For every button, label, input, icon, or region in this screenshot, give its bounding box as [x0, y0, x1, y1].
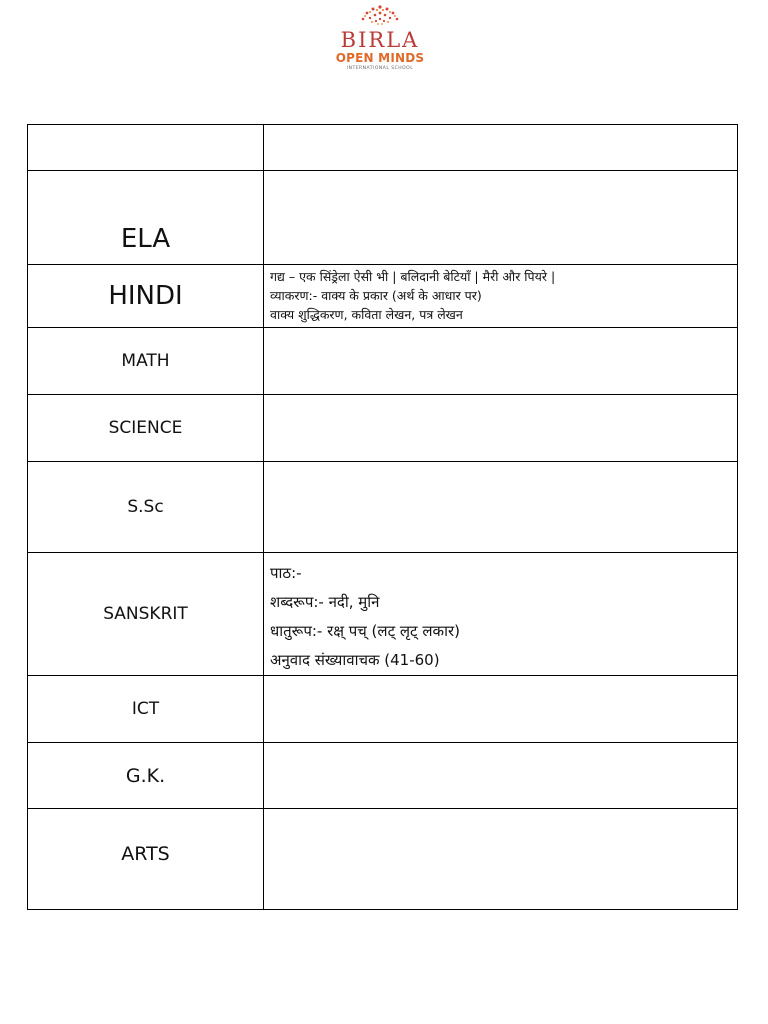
detail-line: धातुरूप:- रक्ष् पच् (लट् लृट् लकार) — [270, 622, 460, 640]
detail-line: अनुवाद संख्यावाचक (41-60) — [270, 651, 440, 669]
table-row — [28, 676, 738, 743]
subject-cell: ARTS — [28, 809, 264, 910]
detail-line: वाक्य शुद्धिकरण, कविता लेखन, पत्र लेखन — [270, 307, 463, 322]
details-cell — [264, 462, 738, 553]
table-row — [28, 395, 738, 462]
table-row — [28, 265, 738, 328]
table-row — [28, 553, 738, 676]
subject-cell: MATH — [28, 328, 264, 395]
table-row — [28, 743, 738, 809]
subject-cell: SCIENCE — [28, 395, 264, 462]
subject-cell: ICT — [28, 676, 264, 743]
details-cell — [264, 328, 738, 395]
table-row — [28, 328, 738, 395]
logo-tagline: OPEN MINDS — [335, 51, 425, 65]
subject-cell: ELA — [28, 171, 264, 265]
detail-line: शब्दरूप:- नदी, मुनि — [270, 593, 380, 611]
table-row — [28, 462, 738, 553]
table-row — [28, 171, 738, 265]
subject-cell: SANSKRIT — [28, 553, 264, 676]
school-logo — [328, 4, 432, 72]
syllabus-table — [27, 124, 738, 910]
details-cell — [264, 553, 738, 676]
header-cell-details — [264, 125, 738, 171]
subject-cell: HINDI — [28, 265, 264, 328]
details-cell — [264, 171, 738, 265]
details-cell — [264, 809, 738, 910]
detail-line: गद्य – एक सिंड्रेला ऐसी भी | बलिदानी बेटियाँ | मैरी और पियरे | — [270, 269, 556, 284]
table-header-row — [28, 125, 738, 171]
sunburst-icon — [358, 4, 402, 30]
details-cell — [264, 265, 738, 328]
subject-cell: G.K. — [28, 743, 264, 809]
details-cell — [264, 743, 738, 809]
header-cell-subject — [28, 125, 264, 171]
details-cell — [264, 395, 738, 462]
logo-wordmark: BIRLA — [340, 28, 420, 52]
details-cell — [264, 676, 738, 743]
subject-cell: S.Sc — [28, 462, 264, 553]
logo-subtitle: INTERNATIONAL SCHOOL — [346, 66, 414, 71]
table-row — [28, 809, 738, 910]
detail-line: व्याकरण:- वाक्य के प्रकार (अर्थ के आधार पर) — [270, 288, 482, 303]
detail-line: पाठ:- — [270, 564, 302, 582]
